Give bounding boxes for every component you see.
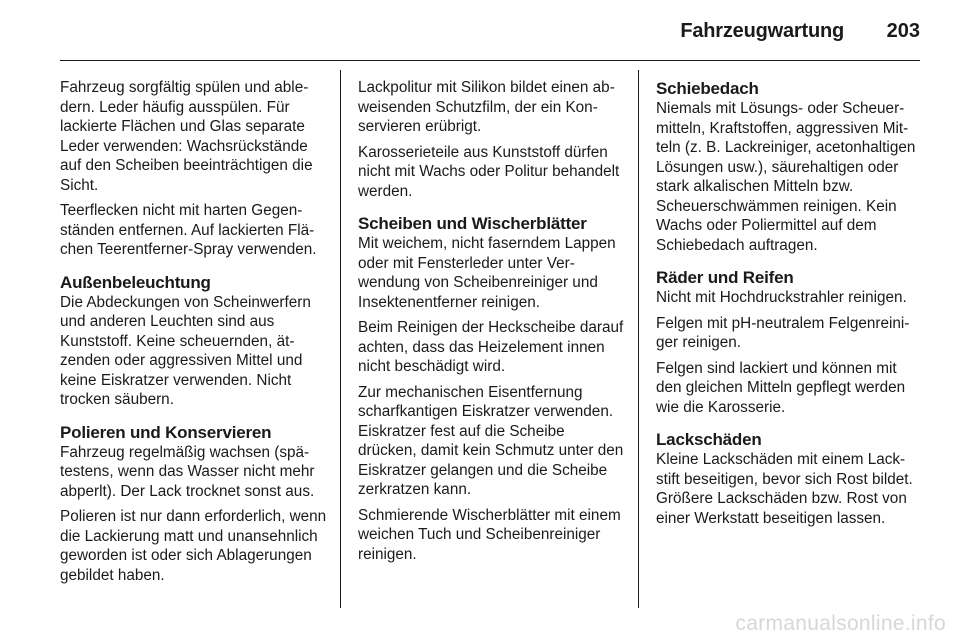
section-heading: Räder und Reifen [656, 268, 794, 287]
column-divider [340, 70, 341, 608]
paragraph: Fahrzeug sorgfältig spülen und abledern. Leder häufig ausspülen. Für lackierte Flächen und Glas separate Leder verwenden: Wachsrückstände auf den Scheiben beeinträchtigen die Sicht. [60, 79, 313, 194]
section-heading: Polieren und Konservieren [60, 422, 272, 442]
page-number: 203 [886, 20, 920, 42]
column-divider [638, 70, 639, 608]
paragraph: Mit weichem, nicht faserndem Lappen oder mit Fensterleder unter Verwendung von Scheibenreiniger und Insektenentferner reinigen. [358, 235, 616, 311]
page-header [60, 0, 920, 61]
paragraph: Teerflecken nicht mit harten Gegenständen entfernen. Auf lackierten Flächen Teerentferner-Spray verwenden. [60, 202, 317, 258]
paragraph: Polieren ist nur dann erforderlich, wenn die Lackierung matt und unansehnlich geworden ist oder sich Ablagerungen gebildet haben. [60, 508, 327, 584]
paragraph: Fahrzeug regelmäßig wachsen (spätestens, wenn das Wasser nicht mehr abperlt). Der Lack trocknet sonst aus. [60, 443, 315, 500]
paragraph: Nicht mit Hochdruckstrahler reinigen. [656, 289, 907, 306]
text-column-1 [60, 78, 328, 606]
paragraph: Karosserieteile aus Kunststoff dürfen nicht mit Wachs oder Politur behandelt werden. [358, 143, 620, 200]
watermark: carmanualsonline.info [735, 612, 946, 635]
paragraph: Schmierende Wischerblätter mit einem weichen Tuch und Scheibenreiniger reinigen. [358, 506, 621, 563]
paragraph: Lackpolitur mit Silikon bildet einen abweisenden Schutzfilm, der ein Konservieren erübrigt. [358, 79, 615, 135]
section-heading: Schiebedach [656, 79, 759, 98]
paragraph: Felgen mit pH-neutralem Felgenreiniger reinigen. [656, 314, 910, 351]
paragraph: Kleine Lackschäden mit einem Lackstift beseitigen, bevor sich Rost bildet. Größere Lackschäden bzw. Rost von einer Werkstatt beseitigen lassen. [656, 451, 913, 527]
text-column-2 [358, 78, 624, 606]
paragraph: Die Abdeckungen von Scheinwerfern und anderen Leuchten sind aus Kunststoff. Keine scheuernden, ätzenden oder aggressiven Mittel und keine Eiskratzer verwenden. Nicht trocken säubern. [60, 293, 311, 408]
paragraph: Zur mechanischen Eisentfernung scharfkantigen Eiskratzer verwenden. Eiskratzer fest auf die Scheibe drücken, damit kein Schmutz unter den Eiskratzer gelangen und die Scheibe zerkratzen kann. [358, 383, 624, 498]
section-heading: Außenbeleuchtung [60, 272, 211, 292]
text-column-3 [656, 78, 922, 606]
section-heading: Scheiben und Wischerblätter [358, 214, 587, 233]
section-title: Fahrzeugwartung [680, 20, 844, 42]
paragraph: Beim Reinigen der Heckscheibe darauf achten, dass das Heizelement innen nicht beschädigt wird. [358, 319, 624, 375]
paragraph: Niemals mit Lösungs- oder Scheuermitteln, Kraftstoffen, aggressiven Mitteln (z. B. Lackreiniger, acetonhaltigen Lösungen usw.), säurehaltigen oder stark alkalischen Mitteln bzw. Scheuerschwämmen reinigen. Kein Wachs oder Poliermittel auf dem Schiebedach auftragen. [656, 100, 916, 254]
paragraph: Felgen sind lackiert und können mit den gleichen Mitteln gepflegt werden wie die Karosserie. [656, 359, 906, 416]
section-heading: Lackschäden [656, 430, 762, 449]
